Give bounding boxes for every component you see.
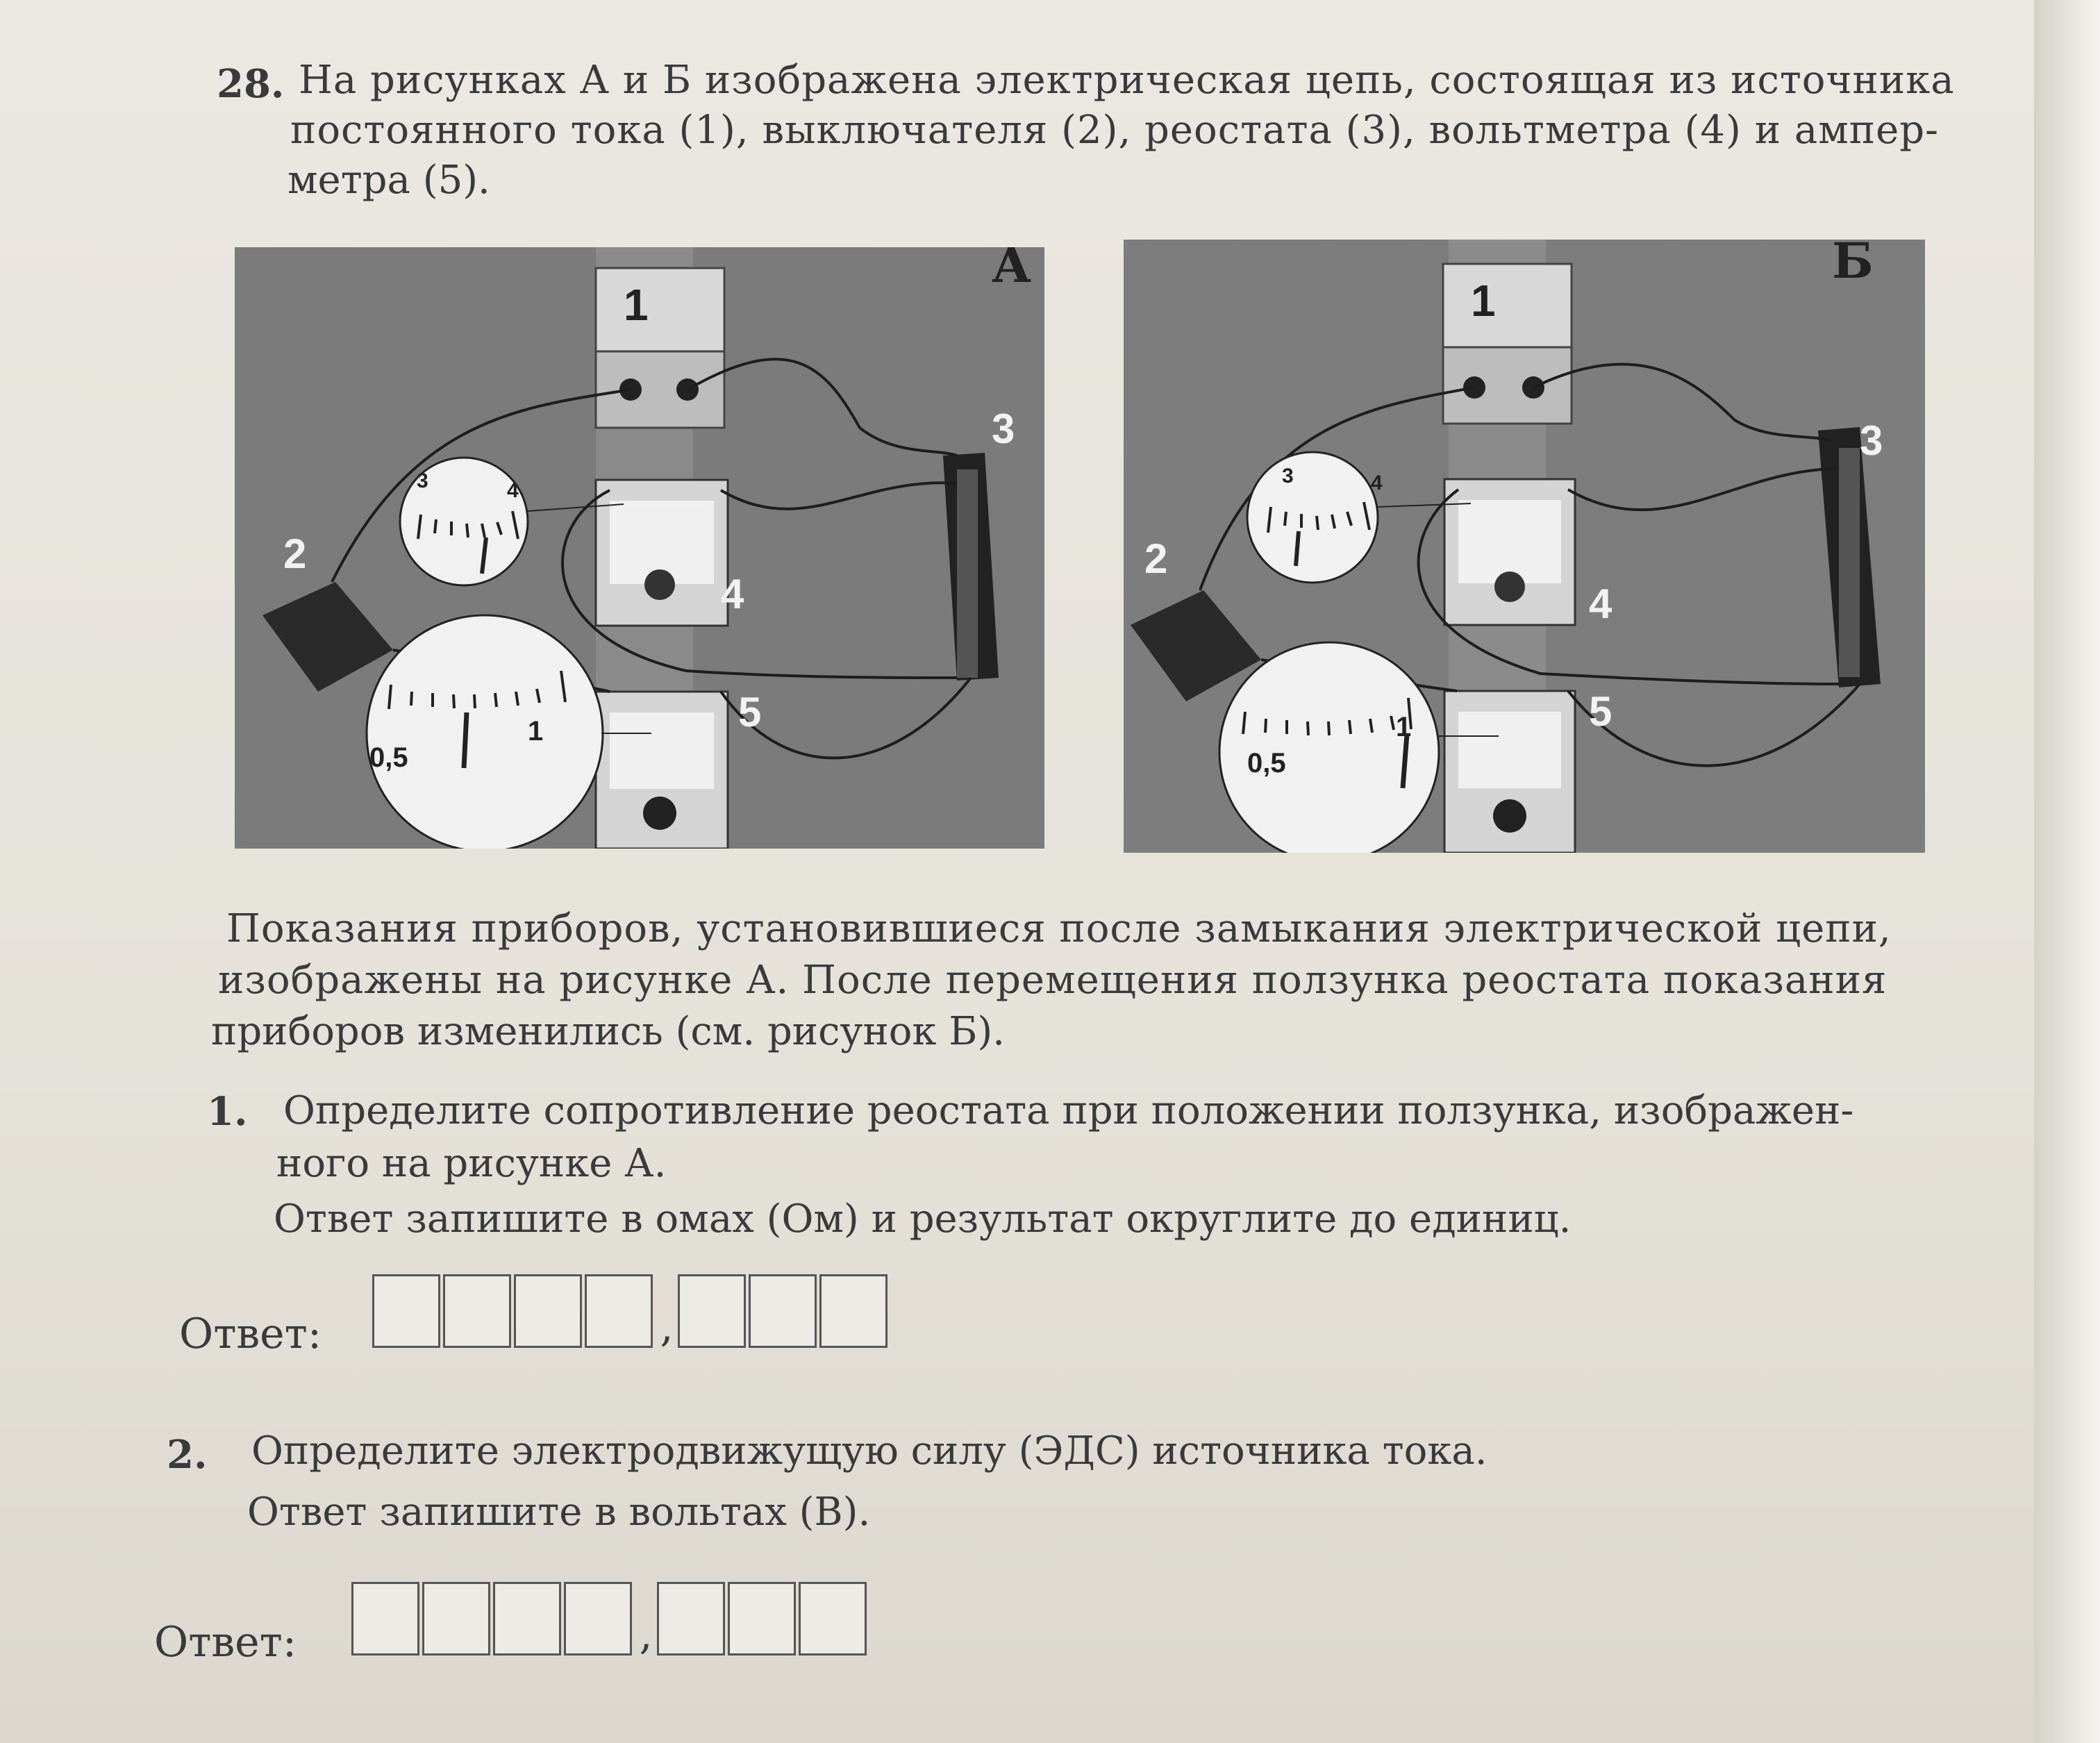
page-edge [2034,0,2100,1743]
figure-a-azoom-tick-right: 1 [528,716,544,747]
description-line-2: изображены на рисунке А. После перемещения ползунка реостата показания [218,958,1888,1003]
question-2-answer-boxes[interactable] [351,1582,869,1659]
answer-cell[interactable] [678,1274,746,1348]
answer-cell[interactable] [657,1582,725,1656]
figure-a-label-ammeter: 5 [738,689,762,735]
answer-cell[interactable] [819,1274,888,1348]
figure-b-label-voltmeter: 4 [1589,581,1612,627]
decimal-comma: , [660,1303,674,1351]
answer-cell[interactable] [422,1582,490,1656]
answer-cell[interactable] [799,1582,867,1656]
figure-a-label-rheostat: 3 [992,406,1015,452]
question-2-line-1: Определите электродвижущую силу (ЭДС) источника тока. [251,1428,1488,1474]
answer-cell[interactable] [585,1274,653,1348]
figure-a-vzoom-tick-left: 3 [417,469,428,492]
answer-cell[interactable] [351,1582,419,1656]
question-1-answer-boxes[interactable] [372,1274,890,1351]
figure-a-letter: А [992,247,1032,294]
question-1-line-1: Определите сопротивление реостата при положении ползунка, изображен- [283,1088,1854,1133]
question-1-line-3: Ответ запишите в омах (Ом) и результат округлите до единиц. [274,1196,1572,1242]
question-2-answer-label: Ответ: [154,1618,297,1667]
intro-line-3: метра (5). [288,158,490,203]
answer-cell[interactable] [749,1274,817,1348]
figure-b-label-ammeter: 5 [1589,688,1612,735]
answer-cell[interactable] [443,1274,511,1348]
figure-a-label-voltmeter: 4 [721,571,744,617]
answer-cell[interactable] [564,1582,632,1656]
figure-b-label-switch: 2 [1144,535,1168,582]
figure-b-label-source: 1 [1471,276,1496,326]
answer-cell[interactable] [514,1274,582,1348]
figure-b-vzoom-tick-right: 4 [1371,472,1383,494]
description-line-1: Показания приборов, установившиеся после замыкания электрической цепи, [226,906,1892,951]
figure-b-photo [1124,240,1925,853]
decimal-comma: , [639,1610,653,1659]
description-line-3: приборов изменились (см. рисунок Б). [211,1009,1006,1054]
question-2-line-2: Ответ запишите в вольтах (В). [247,1490,871,1535]
intro-line-1: На рисунках А и Б изображена электрическая цепь, состоящая из источника [299,58,1955,103]
answer-cell[interactable] [372,1274,440,1348]
figure-b-azoom-tick-left: 0,5 [1247,748,1286,778]
question-1-line-2: ного на рисунке А. [276,1141,667,1186]
figure-b-azoom-tick-right: 1 [1396,712,1412,742]
figure-b-vzoom-tick-left: 3 [1282,465,1294,487]
figure-b-letter: Б [1832,240,1874,290]
intro-line-2: постоянного тока (1), выключателя (2), реостата (3), вольтметра (4) и ампер- [290,108,1939,153]
question-2-number: 2. [167,1432,208,1478]
figure-a-label-source: 1 [624,280,649,330]
figure-a-photo [235,247,1044,849]
problem-number: 28. [217,61,285,107]
figure-b-label-rheostat: 3 [1860,417,1883,464]
figure-a-azoom-tick-left: 0,5 [369,742,408,773]
figure-a-vzoom-tick-right: 4 [507,479,519,502]
answer-cell[interactable] [728,1582,796,1656]
question-1-answer-label: Ответ: [179,1310,322,1358]
figure-a-label-switch: 2 [283,531,307,577]
answer-cell[interactable] [493,1582,561,1656]
question-1-number: 1. [207,1089,248,1135]
